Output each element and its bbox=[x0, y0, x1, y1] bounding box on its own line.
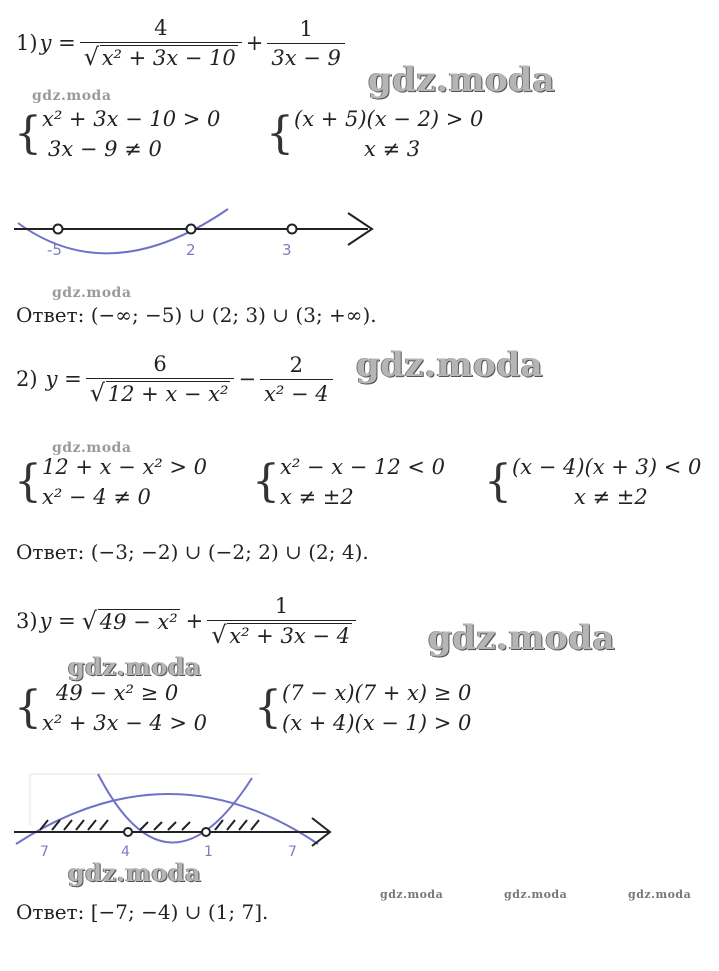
watermark-logo: gdz.moda bbox=[68, 858, 202, 887]
problem2-sys3-row2: x ≠ ±2 bbox=[574, 485, 648, 509]
problem1-answer-value: (−∞; −5) ∪ (2; 3) ∪ (3; +∞). bbox=[90, 303, 377, 327]
problem3-answer bbox=[16, 900, 268, 924]
problem1-number: 1) bbox=[16, 31, 38, 55]
problem1-f1-sqrt bbox=[84, 45, 238, 70]
problem3-answer-label: Ответ: bbox=[16, 900, 85, 924]
problem2-f2-numerator: 2 bbox=[289, 352, 304, 377]
problem1-f2-denominator: 3x − 9 bbox=[267, 43, 345, 70]
problem3-f-denominator: x² + 3x − 4 bbox=[229, 624, 350, 648]
problem1-axis-label: 3 bbox=[282, 241, 292, 259]
problem2-sys3-row1: (x − 4)(x + 3) < 0 bbox=[512, 455, 702, 479]
problem3-axis-label: 7 bbox=[288, 844, 297, 860]
problem1-sys2-row1: (x + 5)(x − 2) > 0 bbox=[294, 107, 484, 131]
problem3-system-1 bbox=[14, 678, 207, 738]
problem3-number: 3) bbox=[16, 609, 38, 633]
watermark-logo: gdz.moda bbox=[504, 888, 568, 901]
brace-icon: { bbox=[254, 682, 282, 733]
problem1-axis-label: -5 bbox=[47, 241, 62, 259]
problem3-axis-label: 1 bbox=[204, 844, 213, 860]
problem2-answer-label: Ответ: bbox=[16, 540, 85, 564]
brace-icon: { bbox=[252, 456, 280, 507]
problem2-f2-denominator: x² − 4 bbox=[260, 379, 333, 406]
watermark-logo: gdz.moda bbox=[356, 345, 544, 385]
problem3-sys1-row1: 49 − x² ≥ 0 bbox=[56, 681, 179, 705]
problem3-root bbox=[82, 609, 180, 634]
problem2-answer-value: (−3; −2) ∪ (−2; 2) ∪ (2; 4). bbox=[90, 540, 369, 564]
problem1-axis-label: 2 bbox=[186, 241, 196, 259]
problem2-sys2-row2: x ≠ ±2 bbox=[280, 485, 354, 509]
problem3-system-2 bbox=[254, 678, 471, 738]
problem3-formula bbox=[16, 594, 360, 648]
problem2-sys2-row1: x² − x − 12 < 0 bbox=[280, 455, 446, 479]
problem2-system-1 bbox=[14, 452, 207, 512]
problem2-fraction-1 bbox=[86, 352, 235, 406]
problem2-sys1-row1: 12 + x − x² > 0 bbox=[42, 455, 208, 479]
problem1-answer bbox=[16, 303, 377, 327]
problem3-point-a bbox=[124, 828, 132, 836]
problem3-number-line bbox=[0, 764, 360, 864]
watermark-logo: gdz.moda bbox=[380, 888, 444, 901]
problem3-root-value: 49 − x² bbox=[99, 609, 178, 634]
brace-icon: { bbox=[14, 456, 42, 507]
watermark-logo: gdz.moda bbox=[52, 285, 132, 301]
problem1-formula bbox=[16, 16, 349, 70]
problem1-point-a bbox=[54, 225, 63, 234]
problem3-f-sqrt bbox=[211, 623, 352, 648]
watermark-logo: gdz.moda bbox=[52, 440, 132, 456]
problem2-system-2 bbox=[252, 452, 445, 512]
problem2-formula bbox=[16, 352, 337, 406]
problem1-sys1-row1: x² + 3x − 10 > 0 bbox=[42, 107, 221, 131]
problem3-plus: + bbox=[185, 609, 204, 633]
watermark-logo: gdz.moda bbox=[68, 652, 202, 681]
problem1-fraction-1 bbox=[80, 16, 242, 70]
watermark-logo: gdz.moda bbox=[428, 618, 616, 658]
problem1-y: y = bbox=[39, 31, 76, 55]
problem1-answer-label: Ответ: bbox=[16, 303, 85, 327]
brace-icon: { bbox=[266, 108, 294, 159]
problem2-answer bbox=[16, 540, 369, 564]
problem1-f1-numerator: 4 bbox=[154, 16, 168, 40]
problem2-system-3 bbox=[484, 452, 701, 512]
problem3-axis-label: 4 bbox=[121, 844, 130, 860]
watermark-logo: gdz.moda bbox=[628, 888, 692, 901]
problem1-system-1 bbox=[14, 104, 220, 164]
problem3-parabola-down bbox=[16, 794, 318, 844]
problem2-number: 2) bbox=[16, 367, 38, 391]
problem2-sys1-row2: x² − 4 ≠ 0 bbox=[42, 485, 151, 509]
problem2-fraction-2 bbox=[260, 353, 333, 406]
problem1-number-line bbox=[0, 195, 400, 265]
problem1-f1-denominator: x² + 3x − 10 bbox=[101, 46, 236, 70]
problem1-system-2 bbox=[266, 104, 483, 164]
problem2-y: y = bbox=[45, 367, 82, 391]
problem1-f2-numerator: 1 bbox=[299, 16, 313, 41]
brace-icon: { bbox=[14, 108, 42, 159]
problem2-f1-sqrt bbox=[90, 381, 231, 406]
problem3-sys2-row2: (x + 4)(x − 1) > 0 bbox=[282, 711, 472, 735]
problem3-sys2-row1: (7 − x)(7 + x) ≥ 0 bbox=[282, 681, 472, 705]
watermark-logo: gdz.moda bbox=[368, 60, 556, 100]
problem2-minus: − bbox=[238, 367, 257, 391]
problem2-f1-denominator: 12 + x − x² bbox=[107, 382, 229, 406]
problem3-f-numerator: 1 bbox=[274, 594, 289, 618]
problem3-sys1-row2: x² + 3x − 4 > 0 bbox=[42, 711, 208, 735]
problem1-sys2-row2: x ≠ 3 bbox=[364, 137, 421, 161]
problem1-fraction-2 bbox=[267, 17, 345, 70]
watermark-logo: gdz.moda bbox=[32, 88, 112, 104]
problem3-y: y = bbox=[39, 609, 76, 633]
brace-icon: { bbox=[484, 456, 512, 507]
problem1-sys1-row2: 3x − 9 ≠ 0 bbox=[48, 137, 162, 161]
problem3-hatching bbox=[40, 820, 259, 830]
problem3-axis-label: 7 bbox=[40, 844, 49, 860]
problem2-f1-numerator: 6 bbox=[153, 352, 167, 376]
brace-icon: { bbox=[14, 682, 42, 733]
problem1-plus: + bbox=[245, 31, 264, 55]
problem1-point-c bbox=[288, 225, 297, 234]
problem3-point-b bbox=[202, 828, 210, 836]
problem1-point-b bbox=[187, 225, 196, 234]
problem3-answer-value: [−7; −4) ∪ (1; 7]. bbox=[90, 900, 269, 924]
problem3-fraction bbox=[207, 594, 356, 648]
